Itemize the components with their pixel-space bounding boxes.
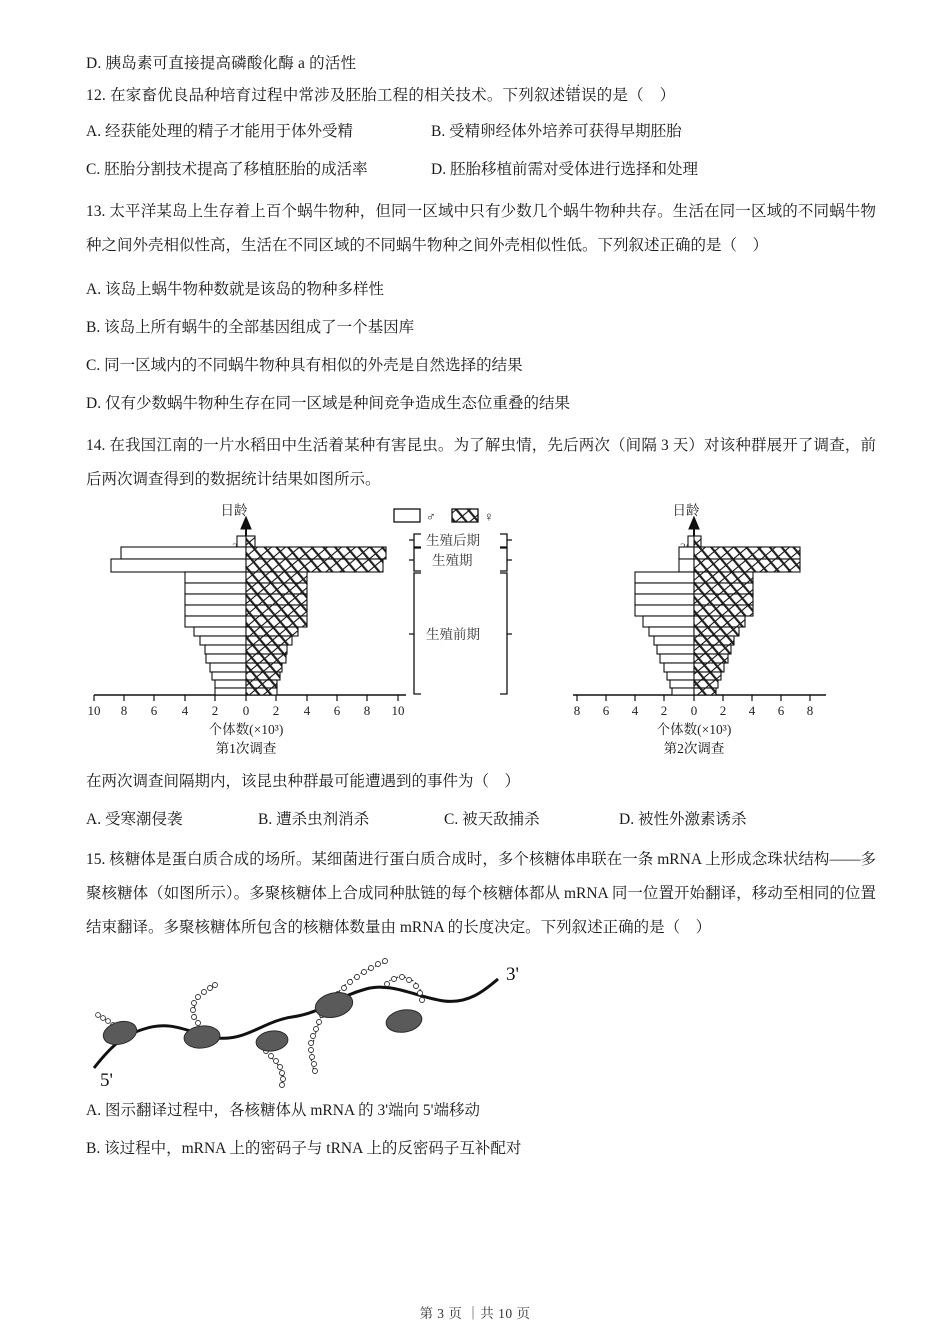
- q15-option-a: A. 图示翻译过程中，各核糖体从 mRNA 的 3'端向 5'端移动: [86, 1102, 480, 1119]
- svg-text:8: 8: [806, 703, 814, 718]
- label-5-prime: 5': [100, 1070, 113, 1088]
- ribosome-group: [101, 989, 424, 1053]
- svg-text:8: 8: [363, 703, 371, 718]
- q14-option-d: D. 被性外激素诱杀: [619, 811, 747, 828]
- q12-stem-emphasis: 错误 ..: [565, 87, 596, 104]
- q11-option-d: D. 胰岛素可直接提高磷酸化酶 a 的活性: [86, 55, 357, 72]
- q12-stem: [86, 88, 876, 104]
- svg-text:6: 6: [777, 703, 785, 718]
- chart1-xlabel: 个体数(×10³): [208, 722, 284, 737]
- svg-text:2: 2: [719, 703, 727, 718]
- ribosome-icon: [183, 1024, 221, 1050]
- ribosome-icon: [255, 1029, 289, 1053]
- q13-option-b: B. 该岛上所有蜗牛的全部基因组成了一个基因库: [86, 319, 415, 336]
- svg-text:♂: ♂: [426, 509, 436, 524]
- q13-option-c: C. 同一区域内的不同蜗牛物种具有相似的外壳是自然选择的结果: [86, 357, 523, 374]
- svg-text:2: 2: [660, 703, 668, 718]
- q12-option-d: D. 胚胎移植前需对受体进行选择和处理: [431, 161, 698, 178]
- svg-text:10: 10: [391, 703, 405, 718]
- q13-option-d: D. 仅有少数蜗牛物种生存在同一区域是种间竞争造成生态位重叠的结果: [86, 395, 570, 412]
- svg-text:6: 6: [602, 703, 610, 718]
- population-pyramid-svg: [86, 503, 876, 761]
- chart2-title: 第2次调查: [663, 741, 725, 756]
- polyribosome-svg: [86, 953, 546, 1088]
- q15-figure-polyribosome: [86, 953, 546, 1088]
- q14-prompt: 在两次调查间隔期内，该昆虫种群最可能遭遇到的事件为（ ）: [86, 773, 521, 790]
- q14-option-a: A. 受寒潮侵袭: [86, 811, 183, 828]
- chart1-stage-repro: 生殖期: [432, 553, 473, 568]
- page-content: [86, 56, 876, 1174]
- chart2-ylabel: 日龄: [672, 503, 700, 518]
- svg-text:0: 0: [242, 703, 250, 718]
- chart1-stage-pre: 生殖前期: [426, 627, 480, 642]
- q15-stem: 15. 核糖体是蛋白质合成的场所。某细菌进行蛋白质合成时，多个核糖体串联在一条 mRNA 上形成念珠状结构——多聚核糖体（如图所示）。多聚核糖体上合成同种肽链的每个核糖体都从 mRNA 同一位置开始翻译，移动至相同的位置结束翻译。多聚核糖体所包含的核糖体数量由 mRNA 的长度决定。下列叙述正确的是（ ）: [86, 851, 876, 936]
- chart1-title: 第1次调查: [215, 741, 277, 756]
- q15-option-b: B. 该过程中，mRNA 上的密码子与 tRNA 上的反密码子互补配对: [86, 1140, 522, 1157]
- q12-options-row-1: [86, 119, 876, 141]
- q12-stem-pre: 12. 在家畜优良品种培育过程中常涉及胚胎工程的相关技术。下列叙述: [86, 86, 566, 104]
- svg-text:2: 2: [211, 703, 219, 718]
- svg-text:4: 4: [303, 703, 311, 718]
- chart1-stage-late: 生殖后期: [426, 533, 480, 548]
- q14-option-c: C. 被天敌捕杀: [444, 811, 540, 828]
- svg-text:8: 8: [120, 703, 128, 718]
- chart2-xlabel: 个体数(×10³): [656, 722, 732, 737]
- svg-text:4: 4: [748, 703, 756, 718]
- label-3-prime: 3': [506, 964, 519, 985]
- q12-option-c: C. 胚胎分割技术提高了移植胚胎的成活率: [86, 161, 368, 178]
- svg-text:8: 8: [573, 703, 581, 718]
- svg-text:10: 10: [87, 703, 101, 718]
- page-footer: 第 3 页 ｜共 10 页: [419, 1306, 531, 1321]
- svg-text:2: 2: [272, 703, 280, 718]
- ribosome-icon: [384, 1007, 423, 1035]
- svg-text:4: 4: [631, 703, 639, 718]
- q12-option-a: A. 经获能处理的精子才能用于体外受精: [86, 123, 353, 140]
- q13-stem: 13. 太平洋某岛上生存着上百个蜗牛物种，但同一区域中只有少数几个蜗牛物种共存。生活在同一区域的不同蜗牛物种之间外壳相似性高，生活在不同区域的不同蜗牛物种之间外壳相似性低。下列叙述正确的是（ ）: [86, 203, 876, 254]
- q12-stem-post: 的是（ ）: [596, 86, 676, 104]
- svg-text:4: 4: [181, 703, 189, 718]
- svg-text:6: 6: [150, 703, 158, 718]
- q14-option-b: B. 遭杀虫剂消杀: [258, 811, 370, 828]
- chart1-ylabel: 日龄: [220, 503, 248, 518]
- svg-text:♀: ♀: [484, 509, 494, 524]
- svg-text:0: 0: [690, 703, 698, 718]
- chart-legend: [394, 509, 494, 524]
- q12-options-row-2: [86, 157, 876, 179]
- svg-text:6: 6: [333, 703, 341, 718]
- q14-options: [86, 807, 876, 829]
- q12-option-b: B. 受精卵经体外培养可获得早期胚胎: [431, 123, 682, 140]
- q14-stem: 14. 在我国江南的一片水稻田中生活着某种有害昆虫。为了解虫情，先后两次（间隔 3 天）对该种群展开了调查，前后两次调查得到的数据统计结果如图所示。: [86, 437, 876, 488]
- q13-option-a: A. 该岛上蜗牛物种数就是该岛的物种多样性: [86, 281, 384, 298]
- q14-figure-population-pyramids: [86, 503, 876, 761]
